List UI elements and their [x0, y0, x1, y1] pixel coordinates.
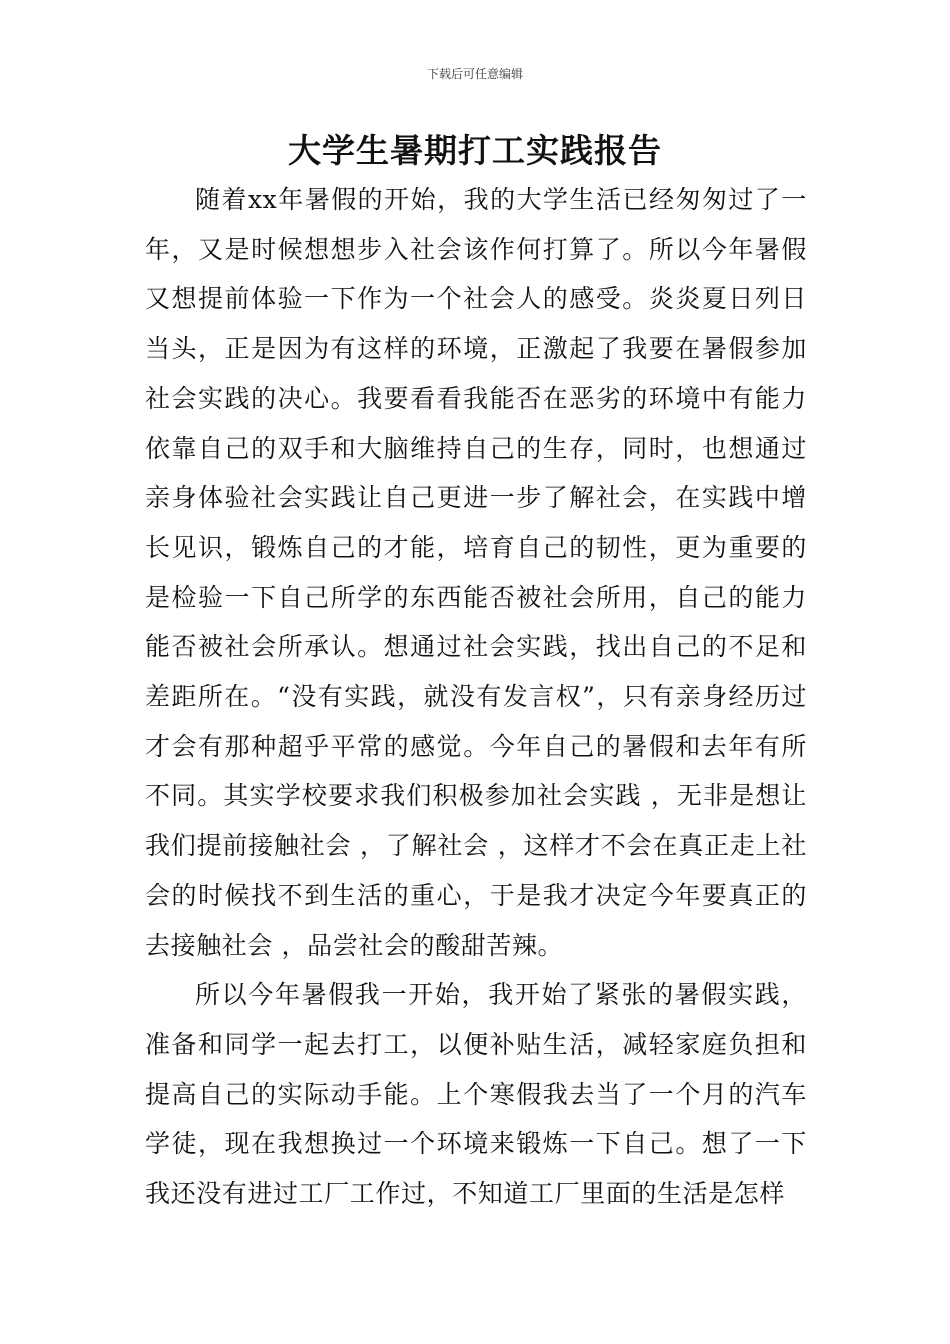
document-body	[145, 175, 807, 1219]
header-note: 下载后可任意编辑	[426, 67, 523, 81]
paragraph-1: 随着xx年暑假的开始，我的大学生活已经匆匆过了一年，又是时候想想步入社会该作何打算了。所以今年暑假又想提前体验一下作为一个社会人的感受。炎炎夏日列日当头，正是因为有这样的环境，正激起了我要在暑假参加社会实践的决心。我要看看我能否在恶劣的环境中有能力依靠自己的双手和大脑维持自己的生存，同时，也想通过亲身体验社会实践让自己更进一步了解社会，在实践中增长见识，锻炼自己的才能，培育自己的韧性，更为重要的是检验一下自己所学的东西能否被社会所用，自己的能力能否被社会所承认。想通过社会实践，找出自己的不足和差距所在。“没有实践，就没有发言权”，只有亲身经历过才会有那种超乎平常的感觉。今年自己的暑假和去年有所不同。其实学校要求我们积极参加社会实践 ，无非是想让我们提前接触社会 ，了解社会 ，这样才不会在真正走上社会的时候找不到生活的重心，于是我才决定今年要真正的去接触社会 ，品尝社会的酸甜苦辣。	[145, 185, 807, 960]
paragraph-2: 所以今年暑假我一开始，我开始了紧张的暑假实践，准备和同学一起去打工，以便补贴生活，减轻家庭负担和提高自己的实际动手能。上个寒假我去当了一个月的汽车学徒，现在我想换过一个环境来锻炼一下自己。想了一下我还没有进过工厂工作过，不知道工厂里面的生活是怎样	[145, 980, 807, 1209]
document-title: 大学生暑期打工实践报告	[288, 131, 662, 170]
